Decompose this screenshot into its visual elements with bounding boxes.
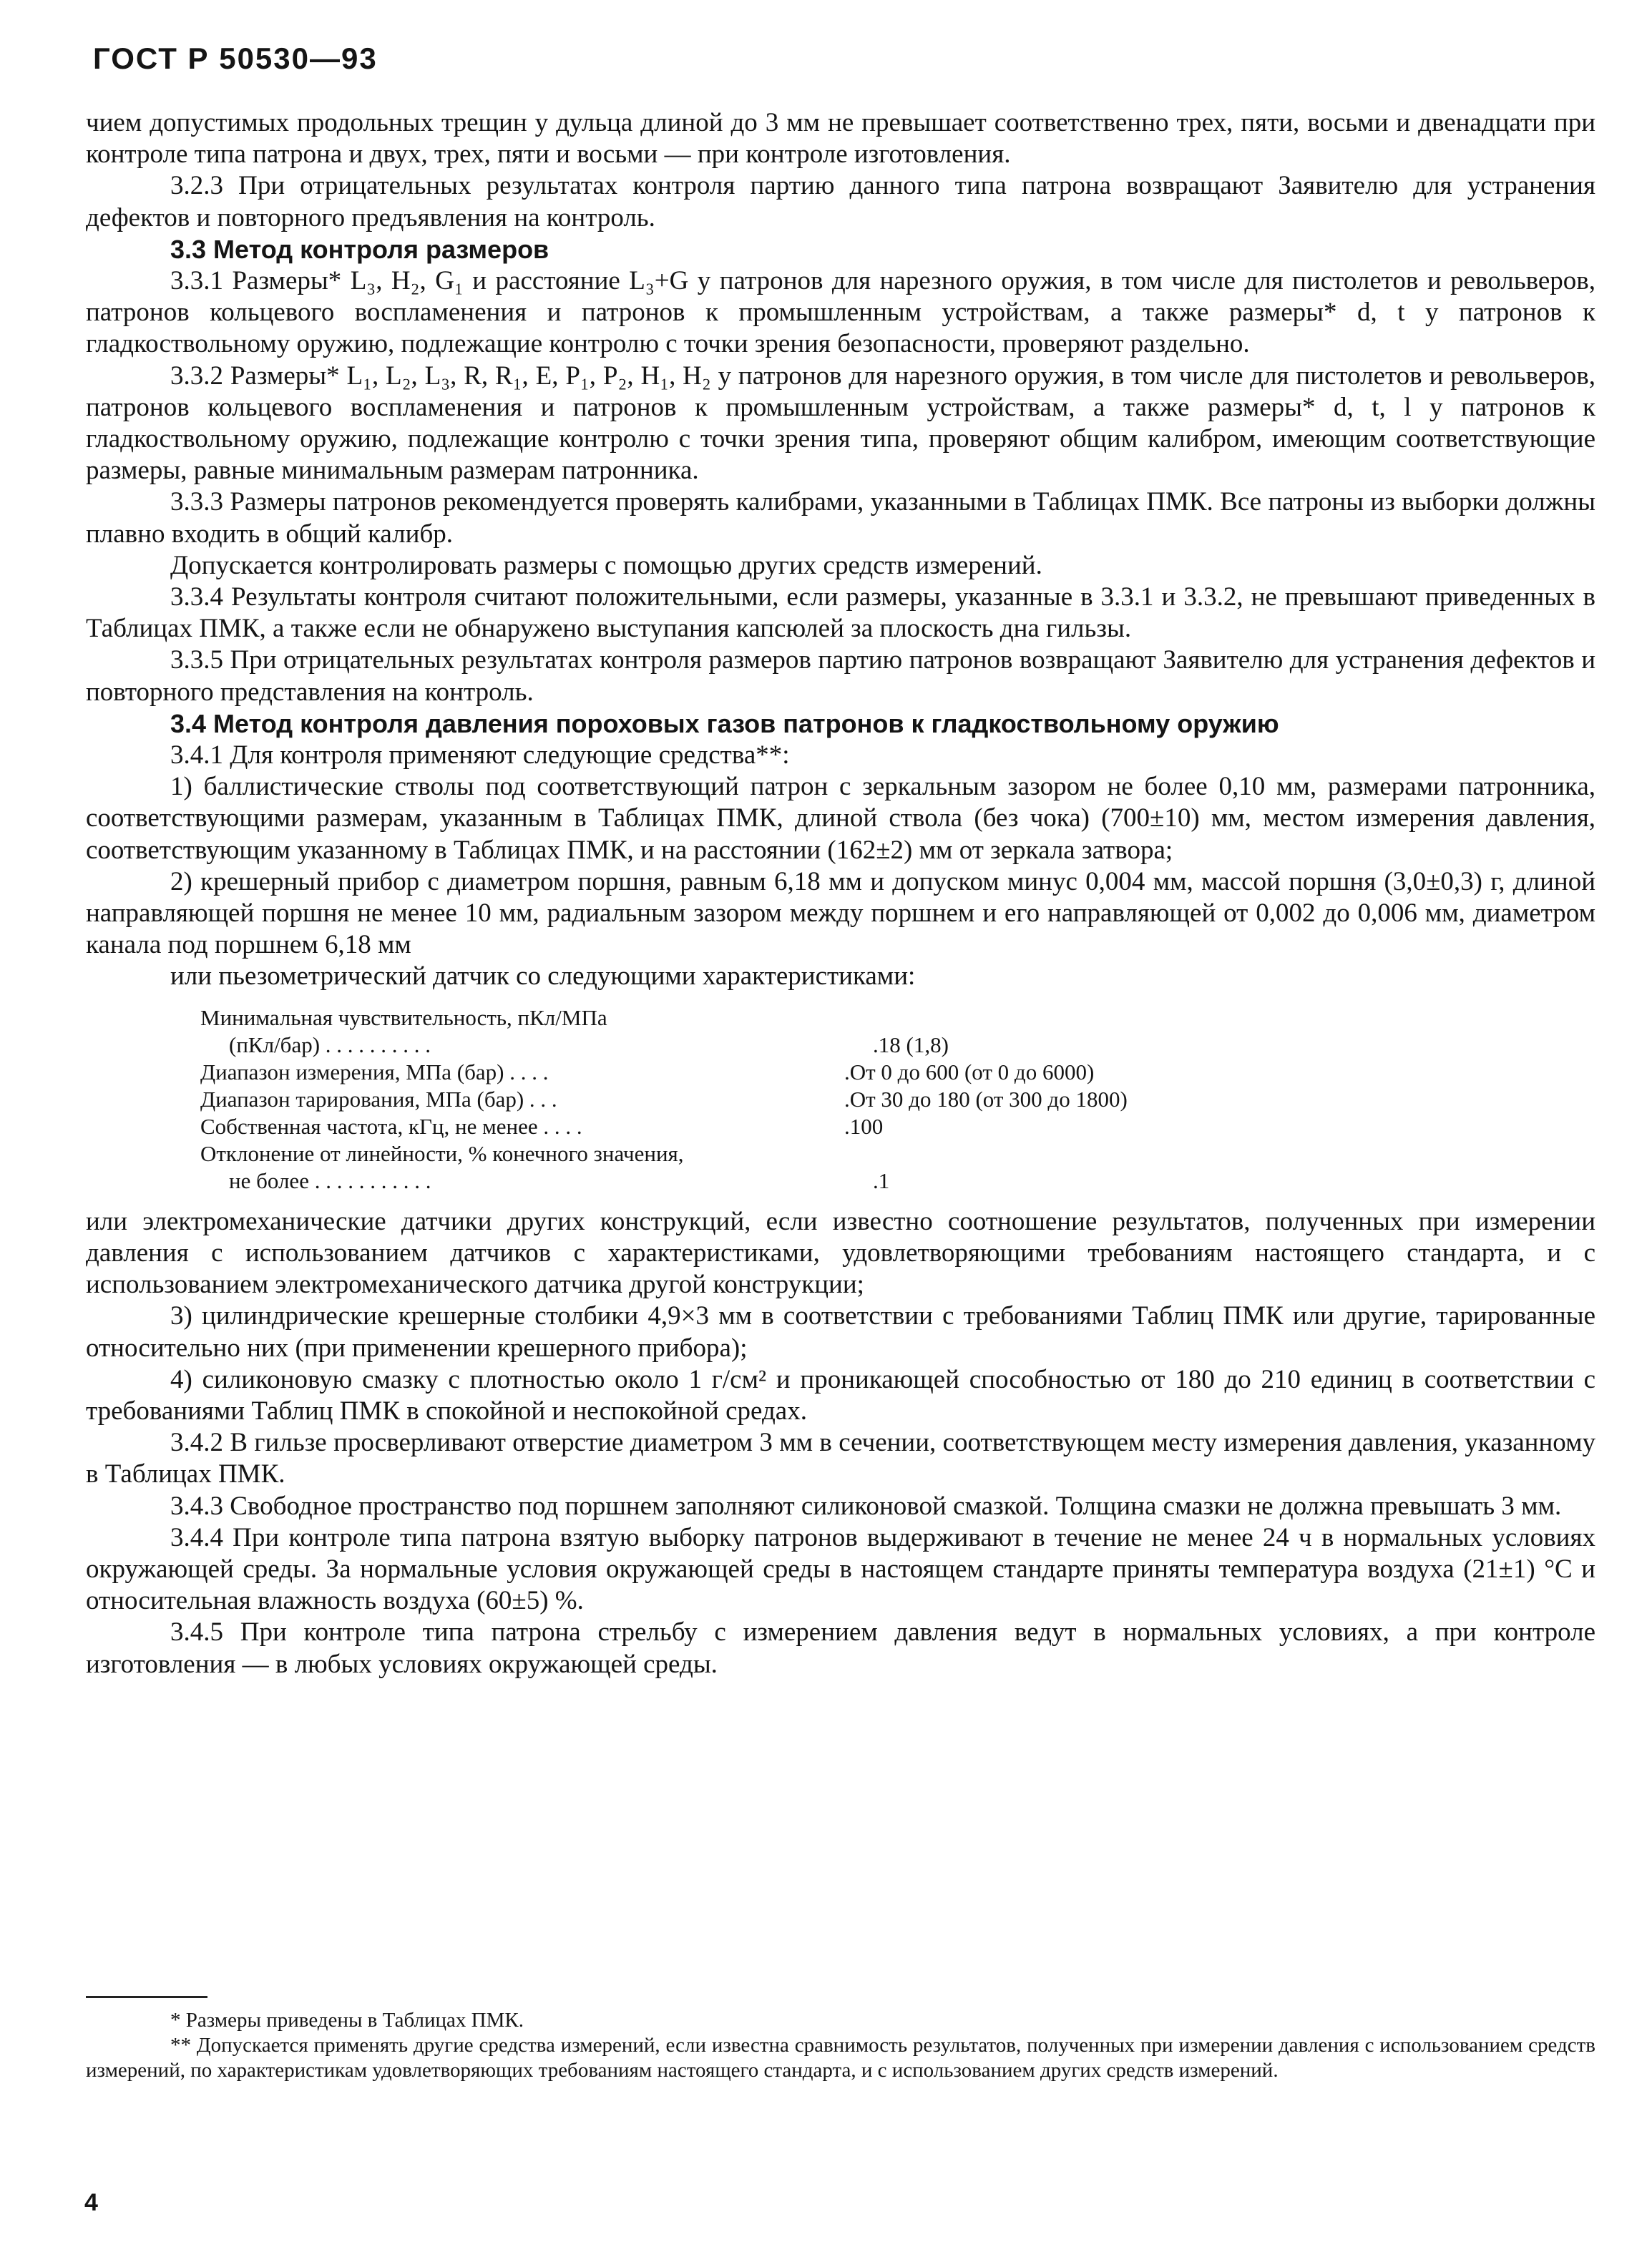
sensor-spec-table <box>200 1004 1595 1195</box>
spec-value: .100 <box>844 1113 884 1139</box>
list-item-4: 4) силиконовую смазку с плотностью около 1 г/см² и проникающей способностью от 180 до 210 единиц в соответствии с требованиями Таблиц ПМК в спокойной и неспокойной средах. <box>86 1364 1595 1426</box>
paragraph-3-3-5: 3.3.5 При отрицательных результатах контроля размеров партию патронов возвращают Заявителю для устранения дефектов и повторного представления на контроль. <box>86 645 1595 707</box>
spec-label: Отклонение от линейности, % конечного значения, <box>200 1140 684 1166</box>
spec-value: .От 30 до 180 (от 300 до 1800) <box>844 1086 1128 1112</box>
footnote-divider <box>86 1996 207 1998</box>
page-header-standard: ГОСТ Р 50530—93 <box>93 41 378 75</box>
spec-row-sensitivity-cont <box>200 1032 1595 1059</box>
paragraph-3-4-3: 3.4.3 Свободное пространство под поршнем заполняют силиконовой смазкой. Толщина смазки не должна превышать 3 мм. <box>170 1491 1562 1521</box>
paragraph-3-4-1: 3.4.1 Для контроля применяют следующие средства**: <box>170 740 790 770</box>
paragraph-3-4-5: 3.4.5 При контроле типа патрона стрельбу с измерением давления ведут в нормальных условиях, а при контроле изготовления — в любых условиях окружающей среды. <box>86 1617 1595 1679</box>
paragraph-3-4-4: 3.4.4 При контроле типа патрона взятую выборку патронов выдерживают в течение не менее 24 ч в нормальных условиях окружающей среды. За нормальные условия окружающей среды в настоящем стандарте приняты температура воздуха (21±1) °С и относительная влажность воздуха (60±5) %. <box>86 1522 1595 1616</box>
spec-row-frequency <box>200 1113 1595 1140</box>
spec-label: Собственная частота, кГц, не менее . . . . <box>200 1113 582 1139</box>
spec-label: Диапазон тарирования, МПа (бар) . . . <box>200 1086 557 1112</box>
spec-row-range <box>200 1059 1595 1086</box>
paragraph: чием допустимых продольных трещин у дульца длиной до 3 мм не превышает соответственно трех, пяти, восьми и двенадцати при контроле типа патрона и двух, трех, пяти и восьми — при контроле изготовления. <box>86 108 1595 170</box>
paragraph-3-3-2: 3.3.2 Размеры* L₁, L₂, L₃, R, R₁, E, P₁, P₂, H₁, H₂ у патронов для нарезного оружия, в том числе для пистолетов и револьверов, патронов кольцевого воспламенения и патронов к промышленным устройствам, а также размеры* d, t, l у патронов к гладкоствольному оружию, подлежащие контролю с точки зрения типа, проверяют общим калибром, имеющим соответствующие размеры, равные минимальным размерам патронника. <box>86 361 1595 486</box>
paragraph-sensor-alternatives: или электромеханические датчики других конструкций, если известно соотношение результатов, полученных при измерении давления с использованием датчиков с характеристиками, удовлетворяющими требованиям настоящего стандарта, и с использованием электромеханического датчика другой конструкции; <box>86 1206 1595 1300</box>
section-heading-3-3: 3.3 Метод контроля размеров <box>170 234 549 264</box>
paragraph-3-3-3: 3.3.3 Размеры патронов рекомендуется проверять калибрами, указанными в Таблицах ПМК. Все патроны из выборки должны плавно входить в общий калибр. <box>86 487 1595 549</box>
list-item-2-continuation: или пьезометрический датчик со следующими характеристиками: <box>170 961 916 991</box>
spec-label: Диапазон измерения, МПа (бар) . . . . <box>200 1059 549 1084</box>
spec-value: .18 (1,8) <box>873 1032 949 1057</box>
spec-label: Минимальная чувствительность, пКл/МПа <box>200 1004 607 1030</box>
spec-row-calibration <box>200 1086 1595 1113</box>
spec-value: .1 <box>873 1167 890 1193</box>
footnote-1: * Размеры приведены в Таблицах ПМК. <box>170 2009 524 2032</box>
list-item-1: 1) баллистические стволы под соответствующий патрон с зеркальным зазором не более 0,10 мм, размерами патронника, соответствующими размерам, указанным в Таблицах ПМК, длиной ствола (без чока) (700±10) мм, местом измерения давления, соответствующим указанному в Таблицах ПМК, и на расстоянии (162±2) мм от зеркала затвора; <box>86 772 1595 865</box>
section-heading-3-4: 3.4 Метод контроля давления пороховых газов патронов к гладкоствольному оружию <box>170 708 1279 738</box>
list-item-2: 2) крешерный прибор с диаметром поршня, равным 6,18 мм и допуском минус 0,004 мм, массой поршня (3,0±0,3) г, длиной направляющей поршня не менее 10 мм, радиальным зазором между поршнем и его направляющей от 0,002 до 0,006 мм, диаметром канала под поршнем 6,18 мм <box>86 866 1595 960</box>
footnote-2: ** Допускается применять другие средства измерений, если известна сравнимость результатов, полученных при измерении давления с использованием средств измерений, по характеристикам удовлетворяющих требованиям настоящего стандарта, и с использованием других средств измерений. <box>86 2034 1595 2082</box>
spec-row-linearity <box>200 1140 1595 1167</box>
paragraph-3-3-3-note: Допускается контролировать размеры с помощью других средств измерений. <box>170 550 1042 580</box>
paragraph-3-4-2: 3.4.2 В гильзе просверливают отверстие диаметром 3 мм в сечении, соответствующем месту измерения давления, указанному в Таблицах ПМК. <box>86 1428 1595 1489</box>
spec-row-sensitivity <box>200 1004 1595 1032</box>
spec-row-linearity-cont <box>200 1167 1595 1195</box>
paragraph-3-3-1: 3.3.1 Размеры* L₃, H₂, G₁ и расстояние L₃+G у патронов для нарезного оружия, в том числе для пистолетов и револьверов, патронов кольцевого воспламенения и патронов к промышленным устройствам, а также размеры* d, t у патронов к гладкоствольному оружию, подлежащие контролю с точки зрения безопасности, проверяют раздельно. <box>86 266 1595 359</box>
document-body <box>86 107 1595 1680</box>
spec-label: не более . . . . . . . . . . . <box>229 1167 431 1193</box>
page-number: 4 <box>84 2189 98 2216</box>
list-item-3: 3) цилиндрические крешерные столбики 4,9×3 мм в соответствии с требованиями Таблиц ПМК или другие, тарированные относительно них (при применении крешерного прибора); <box>86 1301 1595 1363</box>
spec-label: (пКл/бар) . . . . . . . . . . <box>229 1032 431 1057</box>
footnotes <box>86 1996 1595 2083</box>
paragraph-3-2-3: 3.2.3 При отрицательных результатах контроля партию данного типа патрона возвращают Заявителю для устранения дефектов и повторного предъявления на контроль. <box>86 171 1595 232</box>
spec-value: .От 0 до 600 (от 0 до 6000) <box>844 1059 1095 1084</box>
paragraph-3-3-4: 3.3.4 Результаты контроля считают положительными, если размеры, указанные в 3.3.1 и 3.3.2, не превышают приведенных в Таблицах ПМК, а также если не обнаружено выступания капсюлей за плоскость дна гильзы. <box>86 582 1595 644</box>
